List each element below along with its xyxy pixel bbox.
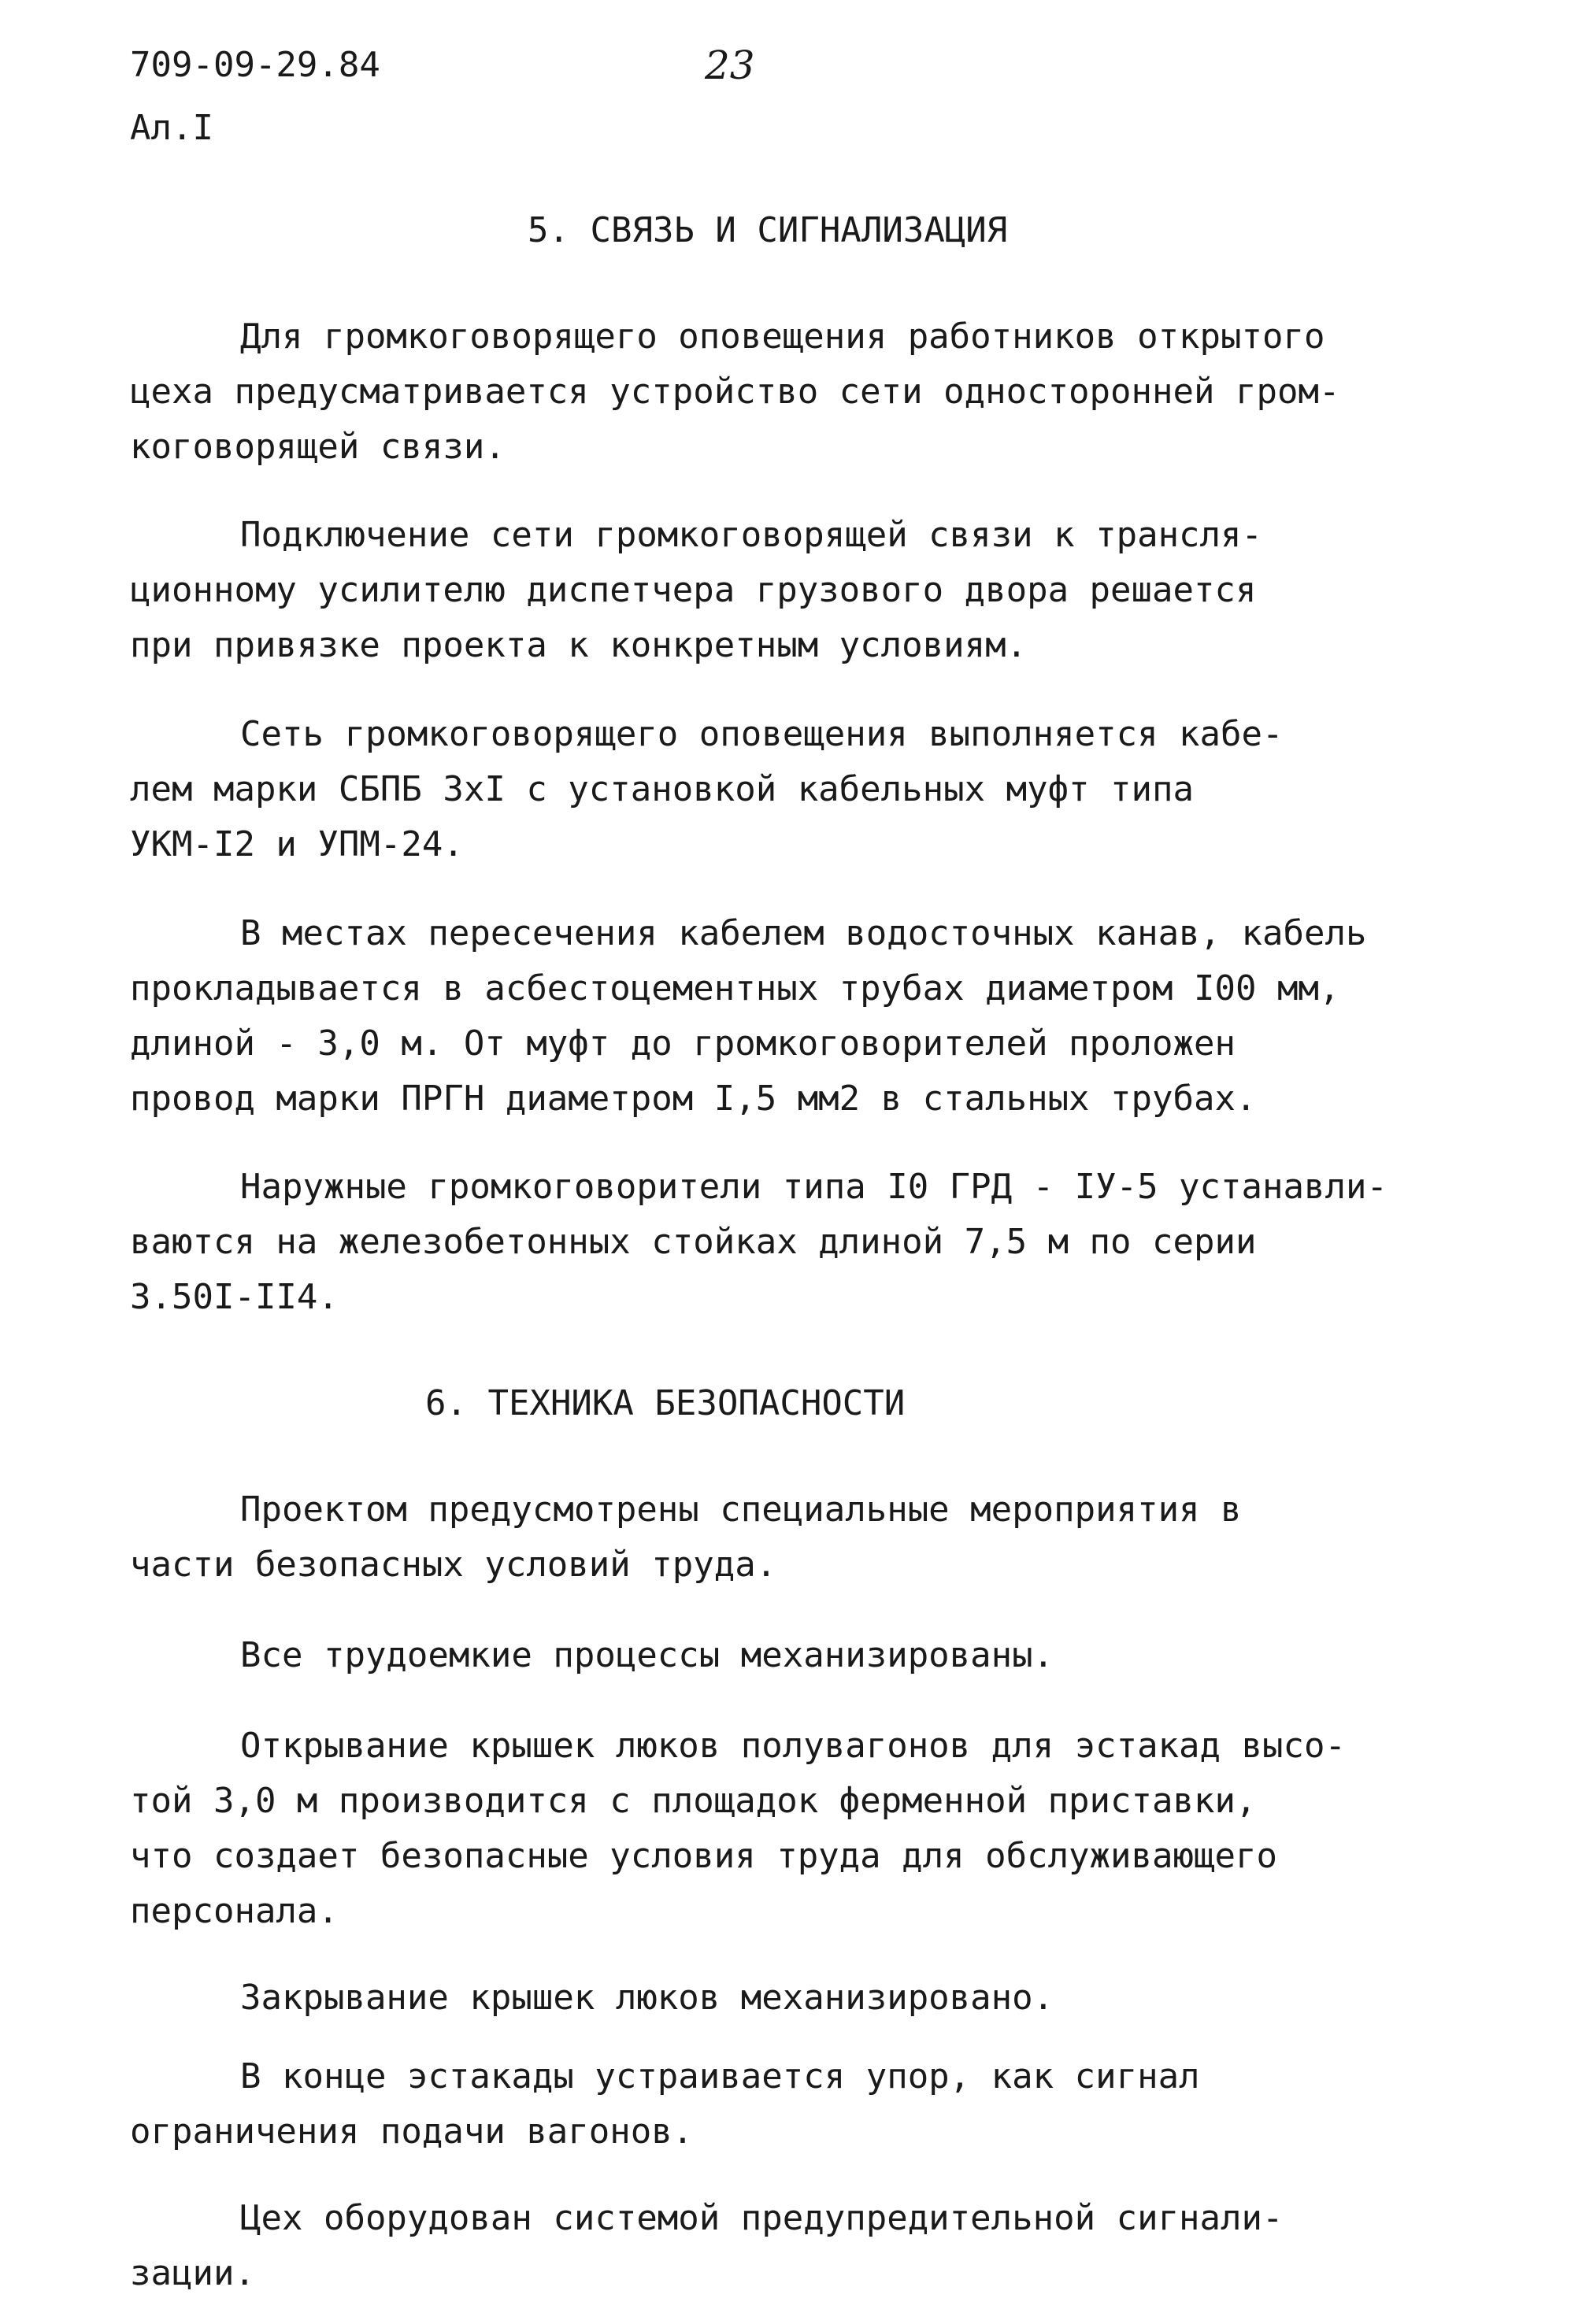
paragraph-line: что создает безопасные условия труда для обслуживающего: [130, 1836, 1277, 1876]
paragraph-line: той 3,0 м производится с площадок ферменной приставки,: [130, 1781, 1257, 1821]
paragraph-line: 3.50I-II4.: [130, 1277, 339, 1317]
paragraph-line: Для громкоговорящего оповещения работников открытого: [240, 316, 1325, 357]
paragraph-line: персонала.: [130, 1891, 339, 1931]
paragraph-line: прокладывается в асбестоцементных трубах диаметром I00 мм,: [130, 968, 1340, 1008]
paragraph-line: УКМ-I2 и УПМ-24.: [130, 824, 464, 864]
paragraph-line: В конце эстакады устраивается упор, как сигнал: [240, 2056, 1200, 2096]
paragraph-line: коговорящей связи.: [130, 427, 506, 467]
paragraph-line: длиной - 3,0 м. От муфт до громкоговорителей проложен: [130, 1023, 1236, 1064]
paragraph-line: Наружные громкоговорители типа I0 ГРД - IУ-5 устанавли-: [240, 1167, 1387, 1207]
paragraph-line: Сеть громкоговорящего оповещения выполняется кабе-: [240, 714, 1284, 754]
paragraph-line: Все трудоемкие процессы механизированы.: [240, 1635, 1054, 1675]
section-6-title: 6. ТЕХНИКА БЕЗОПАСНОСТИ: [425, 1383, 906, 1423]
document-code: 709-09-29.84: [130, 45, 380, 85]
paragraph-line: части безопасных условий труда.: [130, 1545, 777, 1585]
paragraph-line: Открывание крышек люков полувагонов для эстакад высо-: [240, 1726, 1346, 1766]
paragraph-line: Подключение сети громкоговорящей связи к трансля-: [240, 515, 1263, 555]
paragraph-line: Проектом предусмотрены специальные мероприятия в: [240, 1490, 1242, 1530]
paragraph-line: лем марки СБПБ 3хI с установкой кабельных муфт типа: [130, 769, 1195, 809]
page-number: 23: [705, 43, 755, 88]
paragraph-line: при привязке проекта к конкретным условиям.: [130, 625, 1028, 665]
paragraph-line: Закрывание крышек люков механизировано.: [240, 1978, 1054, 2018]
paragraph-line: ограничения подачи вагонов.: [130, 2111, 694, 2152]
paragraph-line: В местах пересечения кабелем водосточных канав, кабель: [240, 913, 1367, 953]
paragraph-line: цеха предусматривается устройство сети односторонней гром-: [130, 372, 1340, 412]
paragraph-line: ционному усилителю диспетчера грузового двора решается: [130, 570, 1257, 610]
paragraph-line: Цех оборудован системой предупредительной сигнали-: [240, 2198, 1284, 2238]
paragraph-line: провод марки ПРГН диаметром I,5 мм2 в стальных трубах.: [130, 1079, 1257, 1119]
sheet-reference: Ал.I: [130, 108, 213, 148]
paragraph-line: ваются на железобетонных стойках длиной 7,5 м по серии: [130, 1222, 1257, 1262]
section-5-title: 5. СВЯЗЬ И СИГНАЛИЗАЦИЯ: [528, 210, 1008, 250]
paragraph-line: зации.: [130, 2253, 255, 2293]
